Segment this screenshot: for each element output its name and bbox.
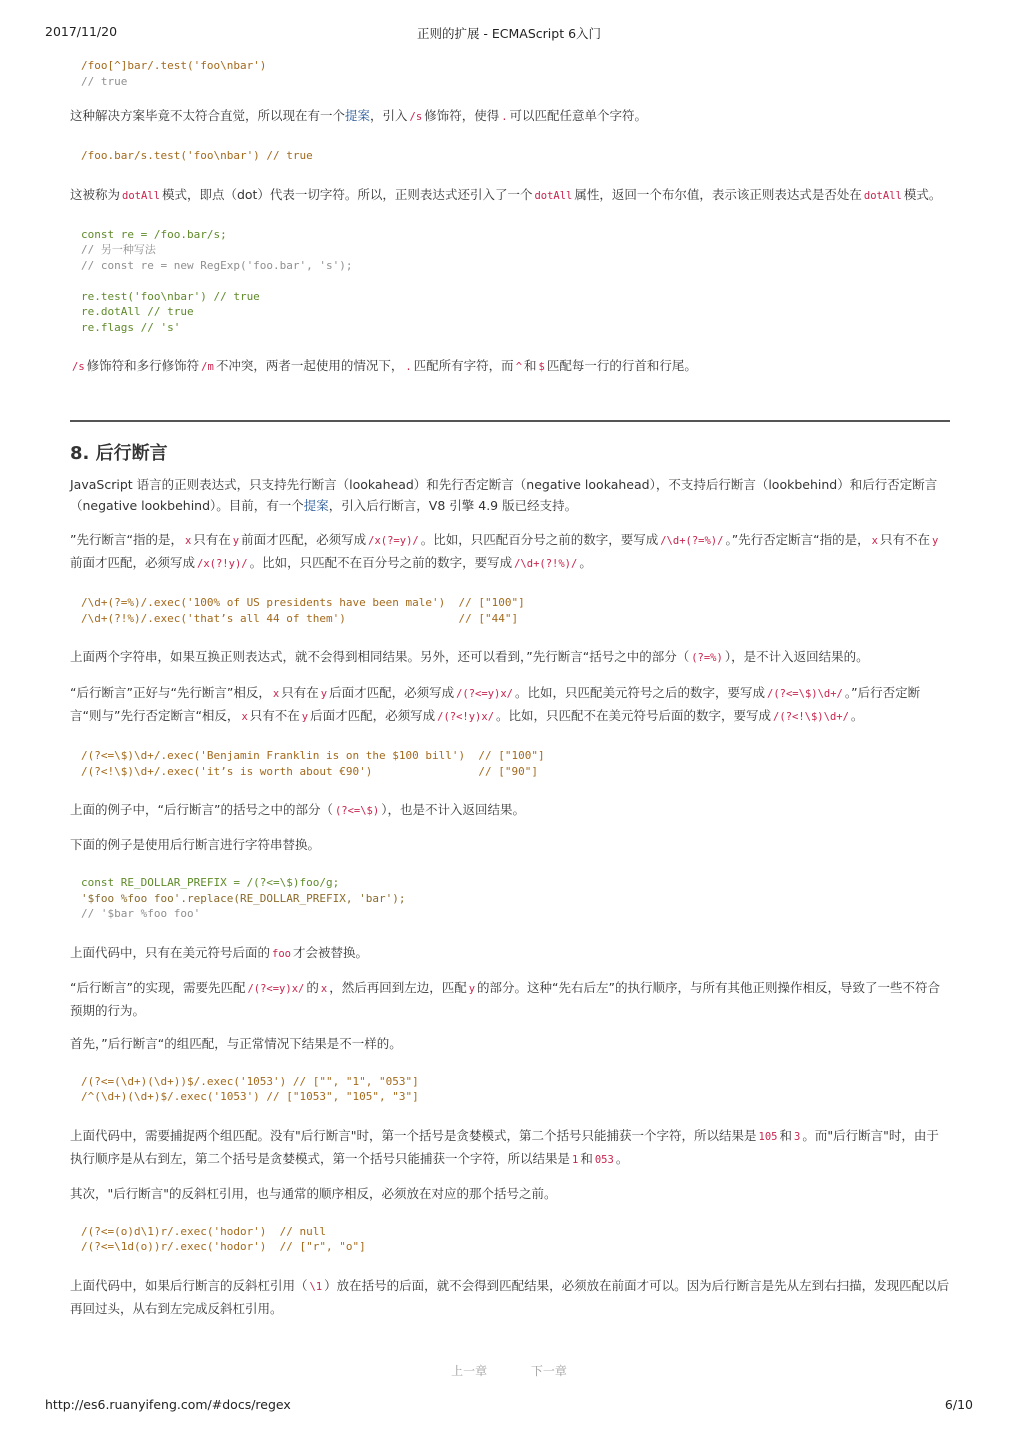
code-block-8: /(?<=(o)d\1)r/.exec('hodor') // null /(?<=\1d(o))r/.exec('hodor') // ["r", "o"]: [81, 1224, 366, 1253]
inline-code: ^: [515, 361, 523, 373]
inline-code: y: [232, 535, 240, 547]
inline-code: 105: [758, 1130, 778, 1143]
prev-chapter-link[interactable]: 上一章: [451, 1364, 488, 1378]
inline-code: /\d+(?!%)/: [514, 558, 578, 570]
paragraph: 这种解决方案毕竟不太符合直觉，所以现在有一个提案，引入 /s 修饰符，使得 . 可以匹配任意单个字符。: [70, 108, 648, 123]
print-date: 2017/11/20: [45, 24, 118, 39]
inline-code: /x(?!y)/: [197, 558, 248, 570]
paragraph: /s 修饰符和多行修饰符 /m 不冲突，两者一起使用的情况下， . 匹配所有字符，而 ^ 和 $ 匹配每一行的行首和行尾。: [72, 358, 697, 373]
paragraph: 上面的例子中，“后行断言”的括号之中的部分（ (?<=\$) ），也是不计入返回结果。: [70, 802, 525, 817]
inline-code: /\d+(?=%)/: [660, 535, 724, 547]
inline-code: 053: [594, 1153, 614, 1166]
inline-code: /s: [409, 111, 423, 123]
code-block-2: /foo.bar/s.test('foo\nbar') // true: [81, 149, 313, 162]
inline-code: /x(?=y)/: [368, 535, 419, 547]
inline-code: 1: [572, 1153, 579, 1166]
inline-code: x: [272, 688, 280, 700]
paragraph: “后行断言”的实现，需要先匹配 /(?<=y)x/ 的 x ，然后再回到左边，匹配 y 的部分。这种“先右后左”的执行顺序，与所有其他正则操作相反，导致了一些不符合预期的行为。: [70, 979, 941, 1018]
proposal-link[interactable]: 提案: [345, 108, 371, 123]
paragraph: 上面代码中，如果后行断言的反斜杠引用（ \1 ）放在括号的后面，就不会得到匹配结果，必须放在前面才可以。因为后行断言是先从左到右扫描，发现匹配以后再回过头，从右到左完成反斜杠引用。: [70, 1277, 950, 1316]
paragraph: 上面代码中，只有在美元符号后面的 foo 才会被替换。: [70, 944, 368, 960]
inline-code: $: [538, 361, 545, 373]
section-divider: [70, 420, 950, 422]
inline-code: .: [501, 111, 508, 123]
print-url: http://es6.ruanyifeng.com/#docs/regex: [45, 1397, 291, 1412]
inline-code: (?=%): [691, 652, 723, 664]
inline-code: x: [871, 535, 878, 547]
code-block-4: /\d+(?=%)/.exec('100% of US presidents have been male') // ["100"] /\d+(?!%)/.exec('that’s all 44 of them') // ["44"]: [81, 596, 525, 625]
next-chapter-link[interactable]: 下一章: [530, 1364, 567, 1378]
paragraph: 这被称为 dotAll 模式，即点（dot）代表一切字符。所以，正则表达式还引入了一个 dotAll 属性，返回一个布尔值，表示该正则表达式是否处在 dotAll 模式。: [70, 186, 942, 202]
code-block-1: /foo[^]bar/.test('foo\nbar') // true: [81, 59, 267, 88]
inline-code: x: [320, 982, 328, 995]
paragraph: 其次，"后行断言"的反斜杠引用，也与通常的顺序相反，必须放在对应的那个括号之前。: [70, 1185, 557, 1201]
inline-code: \1: [309, 1280, 323, 1293]
inline-code: /s: [72, 361, 85, 373]
inline-code: /(?<=y)x/: [456, 688, 513, 700]
inline-code: y: [932, 535, 939, 547]
print-page-title: 正则的扩展 - ECMAScript 6入门: [416, 26, 602, 41]
inline-code: dotAll: [863, 189, 902, 202]
inline-code: y: [301, 711, 309, 723]
inline-code: /(?<=\$)\d+/: [767, 688, 843, 700]
inline-code: x: [241, 711, 248, 723]
section-heading: 8. 后行断言: [70, 443, 168, 464]
inline-code: y: [468, 982, 476, 995]
paragraph: 首先，”后行断言“的组匹配，与正常情况下结果是不一样的。: [70, 1035, 402, 1051]
code-block-5: /(?<=\$)\d+/.exec('Benjamin Franklin is on the $100 bill') // ["100"] /(?<!\$)\d+/.exec('it’s is worth about €90') // ["90"]: [81, 749, 545, 778]
inline-code: /m: [201, 361, 214, 373]
inline-code: dotAll: [122, 189, 160, 202]
inline-code: /(?<=y)x/: [247, 982, 305, 995]
paragraph: 上面两个字符串，如果互换正则表达式，就不会得到相同结果。另外，还可以看到，”先行断言“括号之中的部分（ (?=%) ），是不计入返回结果的。: [70, 649, 869, 664]
inline-code: foo: [272, 947, 291, 960]
proposal-link[interactable]: 提案: [303, 498, 329, 513]
chapter-nav: [0, 1362, 1018, 1379]
inline-code: dotAll: [534, 189, 573, 202]
paragraph: 上面代码中，需要捕捉两个组匹配。没有"后行断言"时，第一个括号是贪婪模式，第二个括号只能捕获一个字符，所以结果是 105 和 3 。而"后行断言"时，由于执行顺序是从右到左，第二个括号是贪婪模式，第一个括号只能捕获一个字符，所以结果是 1 和 053 。: [70, 1127, 939, 1166]
print-page-number: 6/10: [944, 1397, 973, 1412]
paragraph: 下面的例子是使用后行断言进行字符串替换。: [70, 837, 321, 852]
code-block-7: /(?<=(\d+)(\d+))$/.exec('1053') // ["", "1", "053"] /^(\d+)(\d+)$/.exec('1053') // ["1053", "105", "3"]: [81, 1074, 419, 1103]
paragraph: ”先行断言“指的是， x 只有在 y 前面才匹配，必须写成 /x(?=y)/ 。比如，只匹配百分号之前的数字，要写成 /\d+(?=%)/ 。”先行否定断言“指的是， x 只有不在 y前面才匹配，必须写成 /x(?!y)/ 。比如，只匹配不在百分号之前的数字，要写成 /\d+(?!%)/ 。: [70, 532, 939, 570]
inline-code: x: [184, 535, 192, 547]
article-content: [70, 58, 950, 1319]
inline-code: /(?<!\$)\d+/: [773, 711, 849, 723]
inline-code: (?<=\$): [334, 805, 380, 817]
inline-code: 3: [794, 1130, 801, 1143]
inline-code: .: [405, 361, 412, 373]
paragraph: JavaScript 语言的正则表达式，只支持先行断言（lookahead）和先行否定断言（negative lookahead），不支持后行断言（lookbehind）和后行否定断言（negative lookbehind）。目前，有一个提案，引入后行断言，V8 引擎 4.9 版已经支持。: [70, 477, 938, 513]
code-block-6: const RE_DOLLAR_PREFIX = /(?<=\$)foo/g; '$foo %foo foo'.replace(RE_DOLLAR_PREFIX, 'bar'); // '$bar %foo foo': [81, 876, 406, 920]
inline-code: y: [320, 688, 328, 700]
code-block-3: const re = /foo.bar/s; // 另一种写法 // const re = new RegExp('foo.bar', 's'); re.test('foo\nbar') // true re.dotAll // true re.flags // 's': [81, 227, 353, 334]
paragraph: “后行断言”正好与“先行断言”相反， x 只有在 y 后面才匹配，必须写成 /(?<=y)x/ 。比如，只匹配美元符号之后的数字，要写成 /(?<=\$)\d+/ 。”后行否定断言“则与”先行否定断言“相反， x 只有不在 y 后面才匹配，必须写成 /(?<!y)x/ 。比如，只匹配不在美元符号后面的数字，要写成 /(?<!\$)\d+/ 。: [70, 685, 921, 723]
inline-code: /(?<!y)x/: [437, 711, 495, 723]
